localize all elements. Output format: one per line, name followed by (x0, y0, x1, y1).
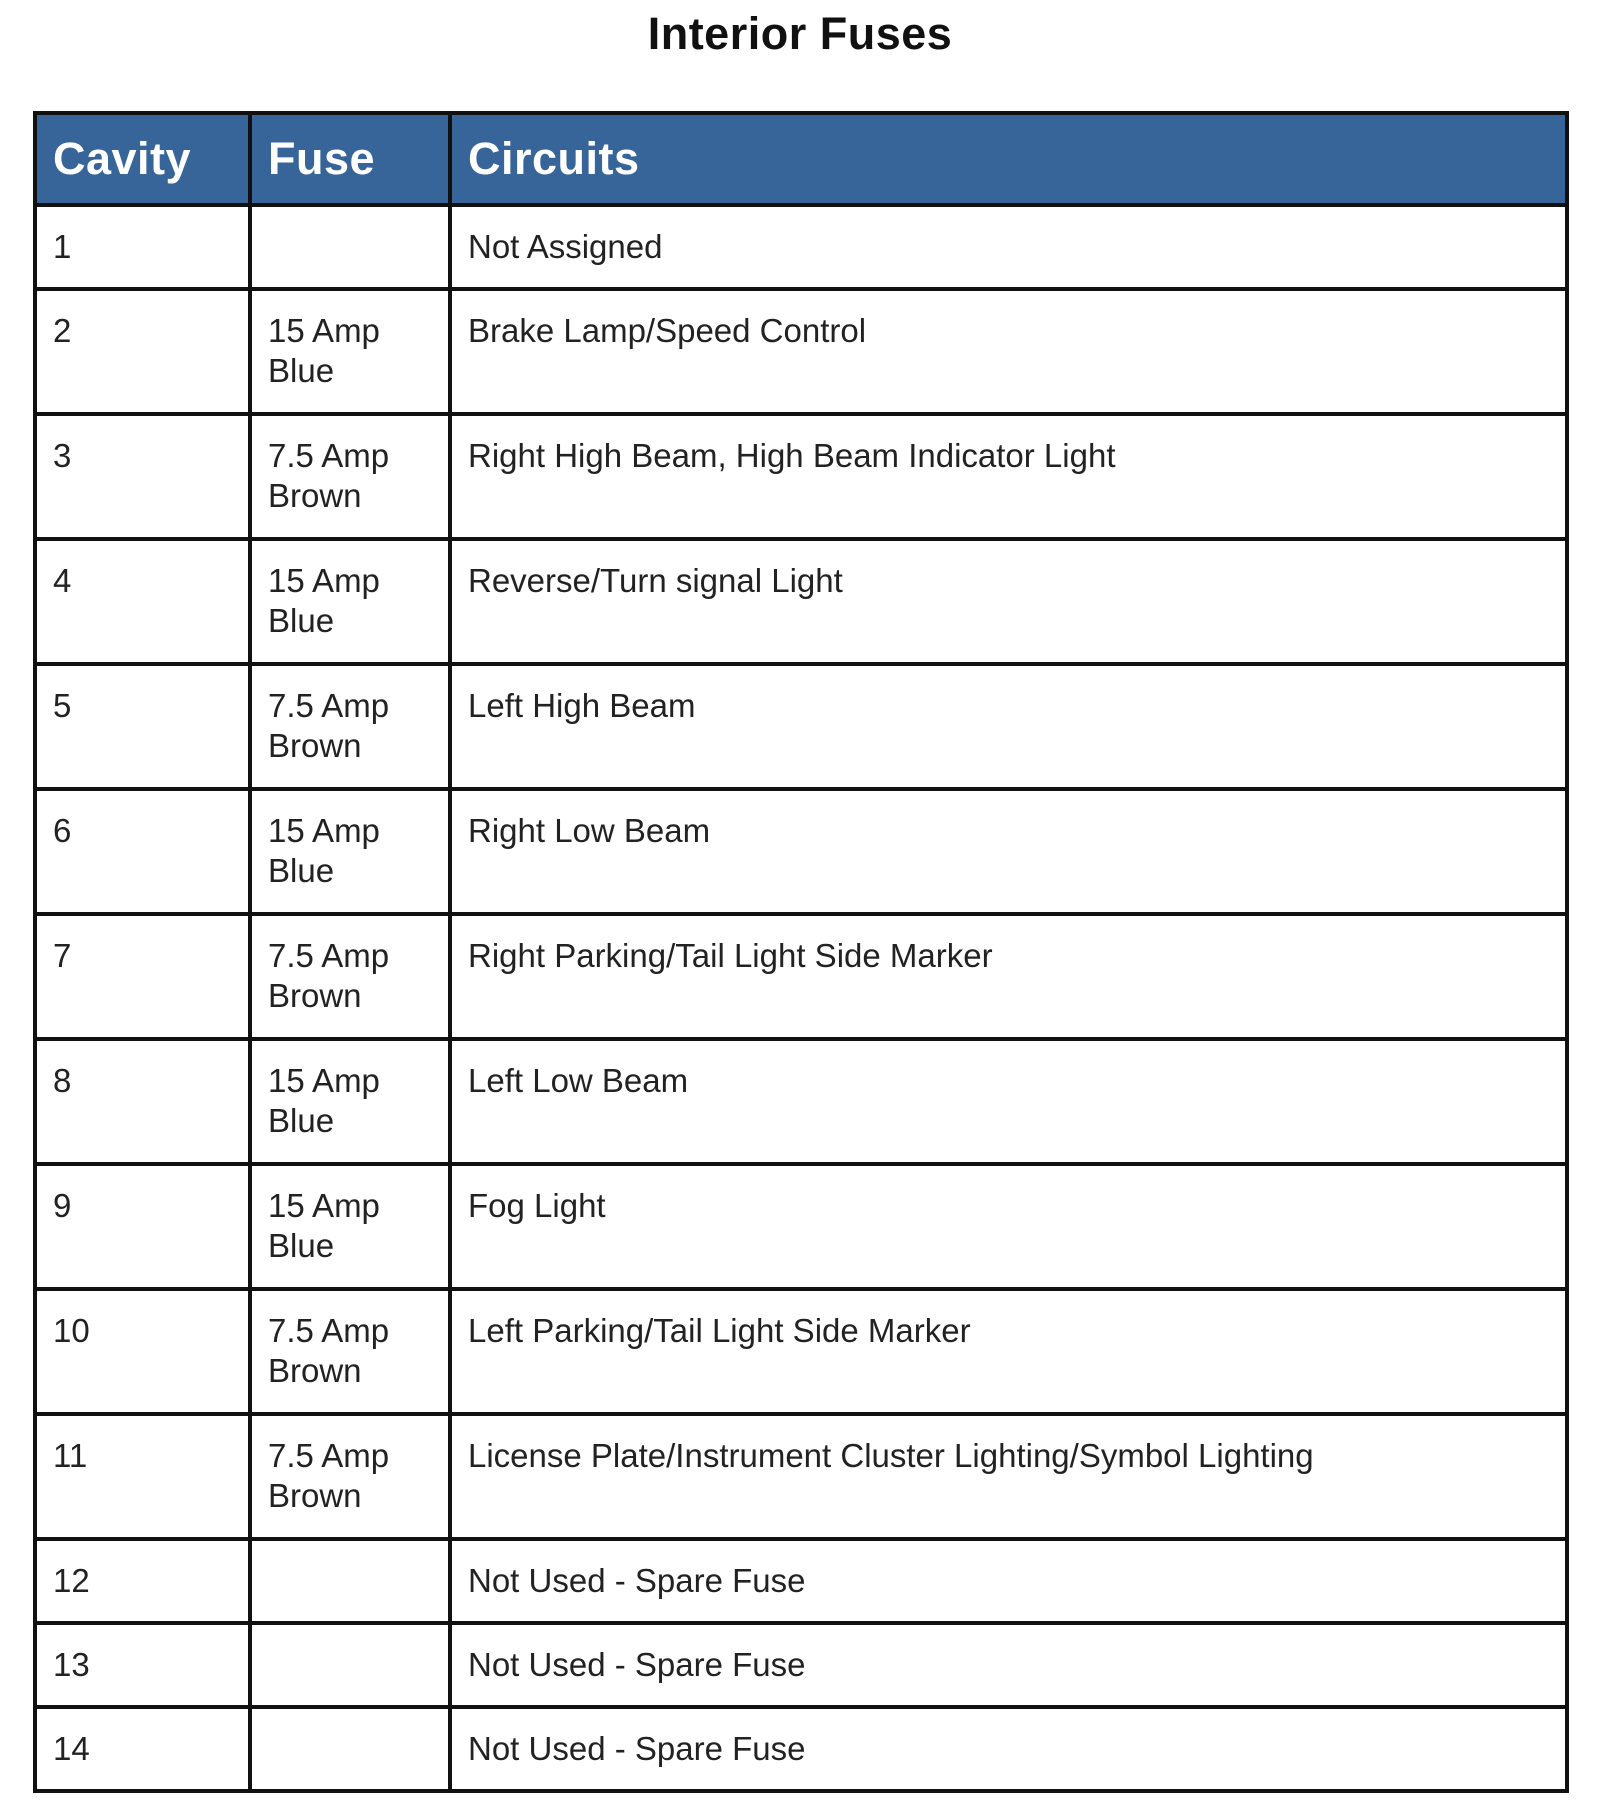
circuits-cell: Not Used - Spare Fuse (450, 1623, 1567, 1707)
table-row (35, 1164, 1567, 1289)
circuits-cell: Not Used - Spare Fuse (450, 1539, 1567, 1623)
circuits-cell: Fog Light (450, 1164, 1567, 1289)
fuse-cell: 7.5 Amp Brown (250, 1414, 450, 1539)
table-row (35, 539, 1567, 664)
circuits-cell: Left High Beam (450, 664, 1567, 789)
cavity-cell: 10 (35, 1289, 250, 1414)
cavity-cell: 12 (35, 1539, 250, 1623)
fuse-cell: 15 Amp Blue (250, 789, 450, 914)
fuse-cell: 15 Amp Blue (250, 539, 450, 664)
circuits-cell: Not Used - Spare Fuse (450, 1707, 1567, 1791)
table-row (35, 664, 1567, 789)
table-row (35, 789, 1567, 914)
header-cavity: Cavity (35, 113, 250, 205)
cavity-cell: 8 (35, 1039, 250, 1164)
fuse-cell (250, 1539, 450, 1623)
cavity-cell: 2 (35, 289, 250, 414)
circuits-cell: Not Assigned (450, 205, 1567, 289)
cavity-cell: 9 (35, 1164, 250, 1289)
cavity-cell: 7 (35, 914, 250, 1039)
circuits-cell: License Plate/Instrument Cluster Lighting/Symbol Lighting (450, 1414, 1567, 1539)
cavity-cell: 1 (35, 205, 250, 289)
circuits-cell: Left Parking/Tail Light Side Marker (450, 1289, 1567, 1414)
cavity-cell: 13 (35, 1623, 250, 1707)
fuse-cell: 7.5 Amp Brown (250, 414, 450, 539)
fuse-cell: 7.5 Amp Brown (250, 664, 450, 789)
fuse-cell: 15 Amp Blue (250, 1039, 450, 1164)
table-row (35, 1623, 1567, 1707)
table-row (35, 414, 1567, 539)
table-row (35, 1707, 1567, 1791)
cavity-cell: 3 (35, 414, 250, 539)
table-row (35, 1539, 1567, 1623)
table-row (35, 914, 1567, 1039)
cavity-cell: 5 (35, 664, 250, 789)
header-circuits: Circuits (450, 113, 1567, 205)
cavity-cell: 4 (35, 539, 250, 664)
fuse-table (33, 111, 1569, 1793)
page-title: Interior Fuses (647, 8, 953, 59)
fuse-cell: 7.5 Amp Brown (250, 914, 450, 1039)
fuse-cell: 15 Amp Blue (250, 1164, 450, 1289)
fuse-cell (250, 1623, 450, 1707)
fuse-cell: 15 Amp Blue (250, 289, 450, 414)
circuits-cell: Left Low Beam (450, 1039, 1567, 1164)
fuse-cell (250, 1707, 450, 1791)
cavity-cell: 14 (35, 1707, 250, 1791)
cavity-cell: 11 (35, 1414, 250, 1539)
circuits-cell: Right Low Beam (450, 789, 1567, 914)
cavity-cell: 6 (35, 789, 250, 914)
circuits-cell: Reverse/Turn signal Light (450, 539, 1567, 664)
table-row (35, 289, 1567, 414)
circuits-cell: Right Parking/Tail Light Side Marker (450, 914, 1567, 1039)
circuits-cell: Brake Lamp/Speed Control (450, 289, 1567, 414)
table-row (35, 1289, 1567, 1414)
fuse-cell: 7.5 Amp Brown (250, 1289, 450, 1414)
table-header-row (35, 113, 1567, 205)
table-row (35, 1414, 1567, 1539)
table-row (35, 205, 1567, 289)
circuits-cell: Right High Beam, High Beam Indicator Light (450, 414, 1567, 539)
table-row (35, 1039, 1567, 1164)
header-fuse: Fuse (250, 113, 450, 205)
fuse-cell (250, 205, 450, 289)
